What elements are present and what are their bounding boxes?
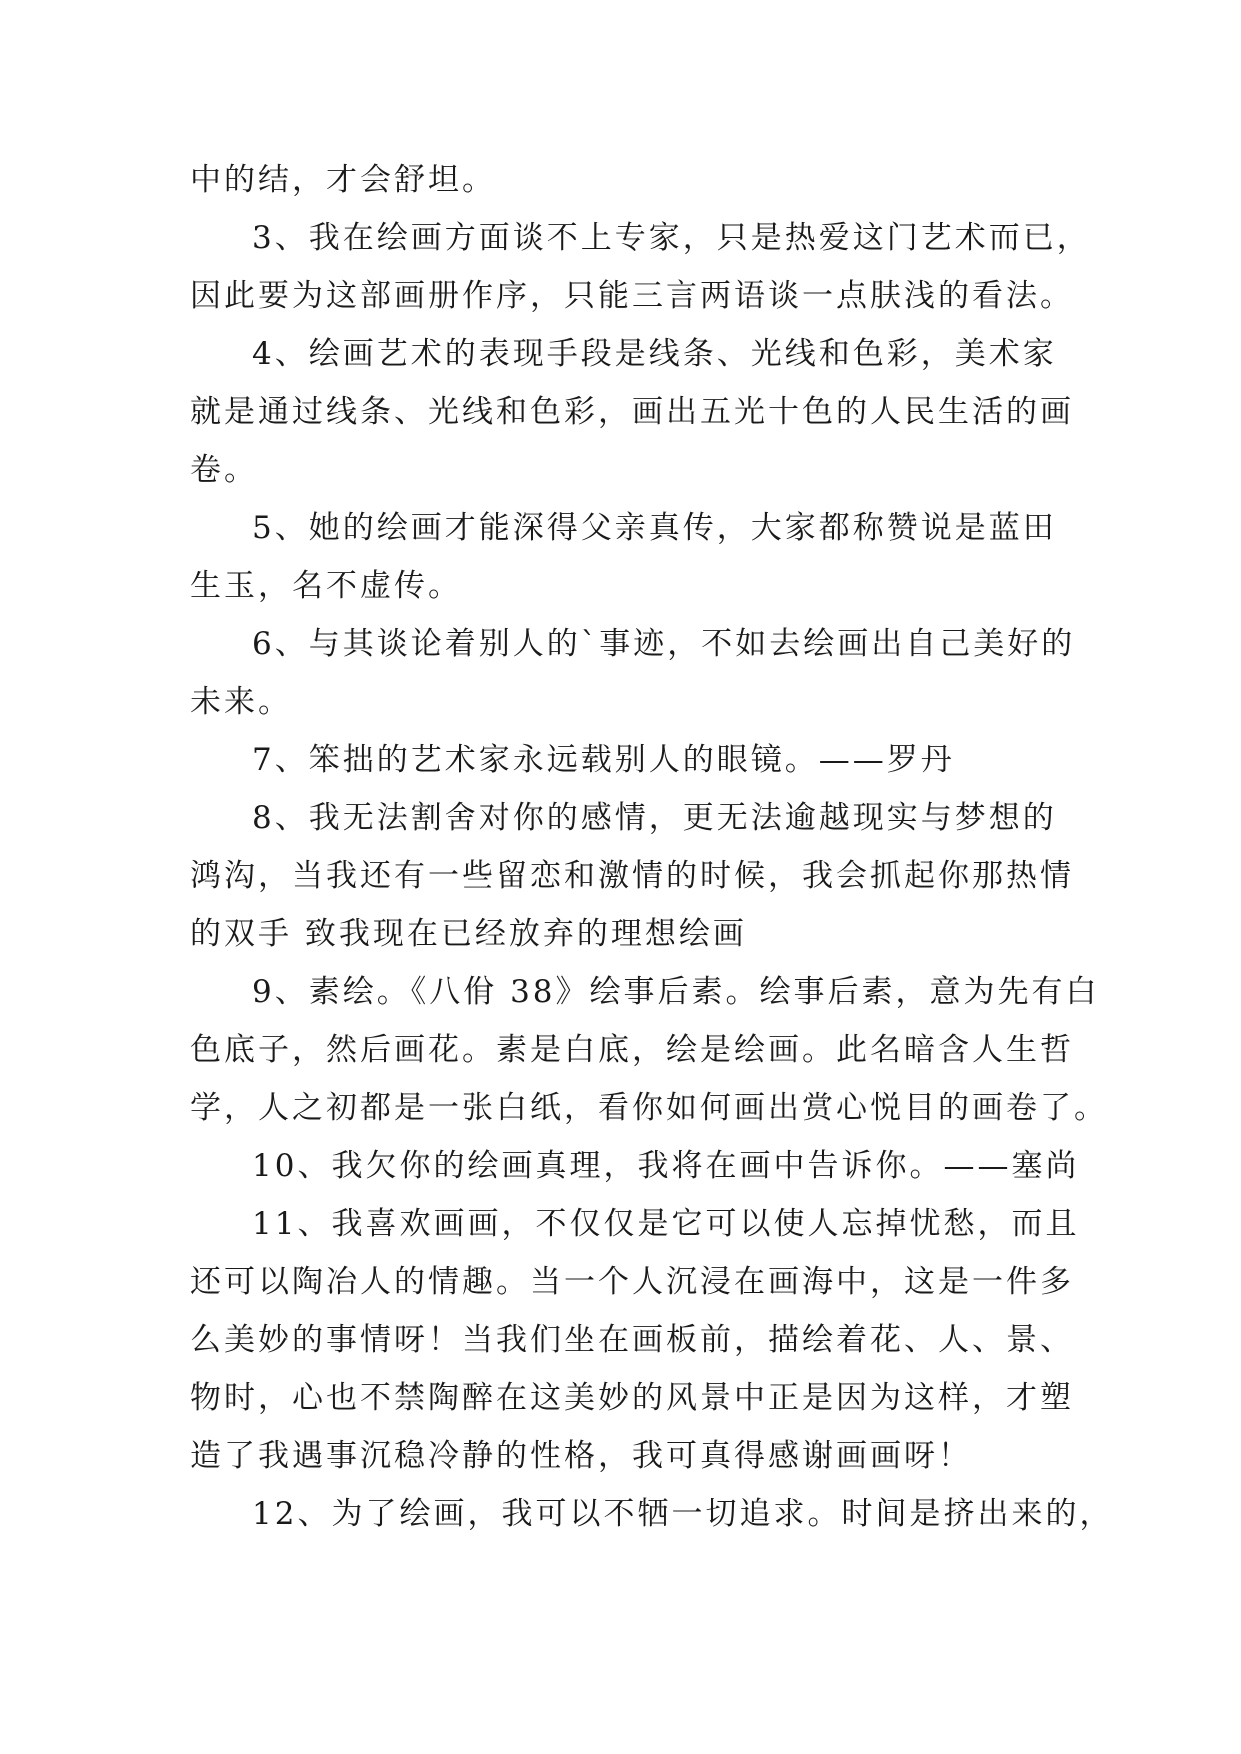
text-line: 么美妙的事情呀！当我们坐在画板前，描绘着花、人、景、 [190,1322,1074,1358]
text-line: 鸿沟，当我还有一些留恋和激情的时候，我会抓起你那热情 [190,858,1074,894]
text-line: 物时，心也不禁陶醉在这美妙的风景中正是因为这样，才塑 [190,1380,1074,1416]
text-line: 4、绘画艺术的表现手段是线条、光线和色彩，美术家 [252,336,1057,372]
text-line: 6、与其谈论着别人的`事迹，不如去绘画出自己美好的 [252,626,1076,662]
text-line: 3、我在绘画方面谈不上专家，只是热爱这门艺术而已， [252,220,1091,256]
text-line: 11、我喜欢画画，不仅仅是它可以使人忘掉忧愁，而且 [252,1206,1080,1242]
text-line: 5、她的绘画才能深得父亲真传，大家都称赞说是蓝田 [252,510,1057,546]
text-line: 就是通过线条、光线和色彩，画出五光十色的人民生活的画 [190,394,1074,430]
text-line: 生玉，名不虚传。 [190,568,462,604]
text-line: 8、我无法割舍对你的感情，更无法逾越现实与梦想的 [252,800,1057,836]
text-line: 还可以陶冶人的情趣。当一个人沉浸在画海中，这是一件多 [190,1264,1074,1300]
text-line: 色底子，然后画花。素是白底，绘是绘画。此名暗含人生哲 [190,1032,1074,1068]
text-line: 学，人之初都是一张白纸，看你如何画出赏心悦目的画卷了。 [190,1090,1108,1126]
text-line: 9、素绘。《八佾 38》绘事后素。绘事后素，意为先有白 [252,974,1100,1010]
text-line: 未来。 [190,684,292,720]
text-line: 造了我遇事沉稳冷静的性格，我可真得感谢画画呀！ [190,1438,972,1474]
text-line: 的双手 致我现在已经放弃的理想绘画 [190,916,747,952]
text-line: 因此要为这部画册作序，只能三言两语谈一点肤浅的看法。 [190,278,1074,314]
text-line: 7、笨拙的艺术家永远载别人的眼镜。——罗丹 [252,742,955,778]
text-line: 卷。 [190,452,258,488]
text-line: 中的结，才会舒坦。 [190,162,496,198]
text-line: 10、我欠你的绘画真理，我将在画中告诉你。——塞尚 [252,1148,1080,1184]
text-line: 12、为了绘画，我可以不牺一切追求。时间是挤出来的， [252,1496,1114,1532]
